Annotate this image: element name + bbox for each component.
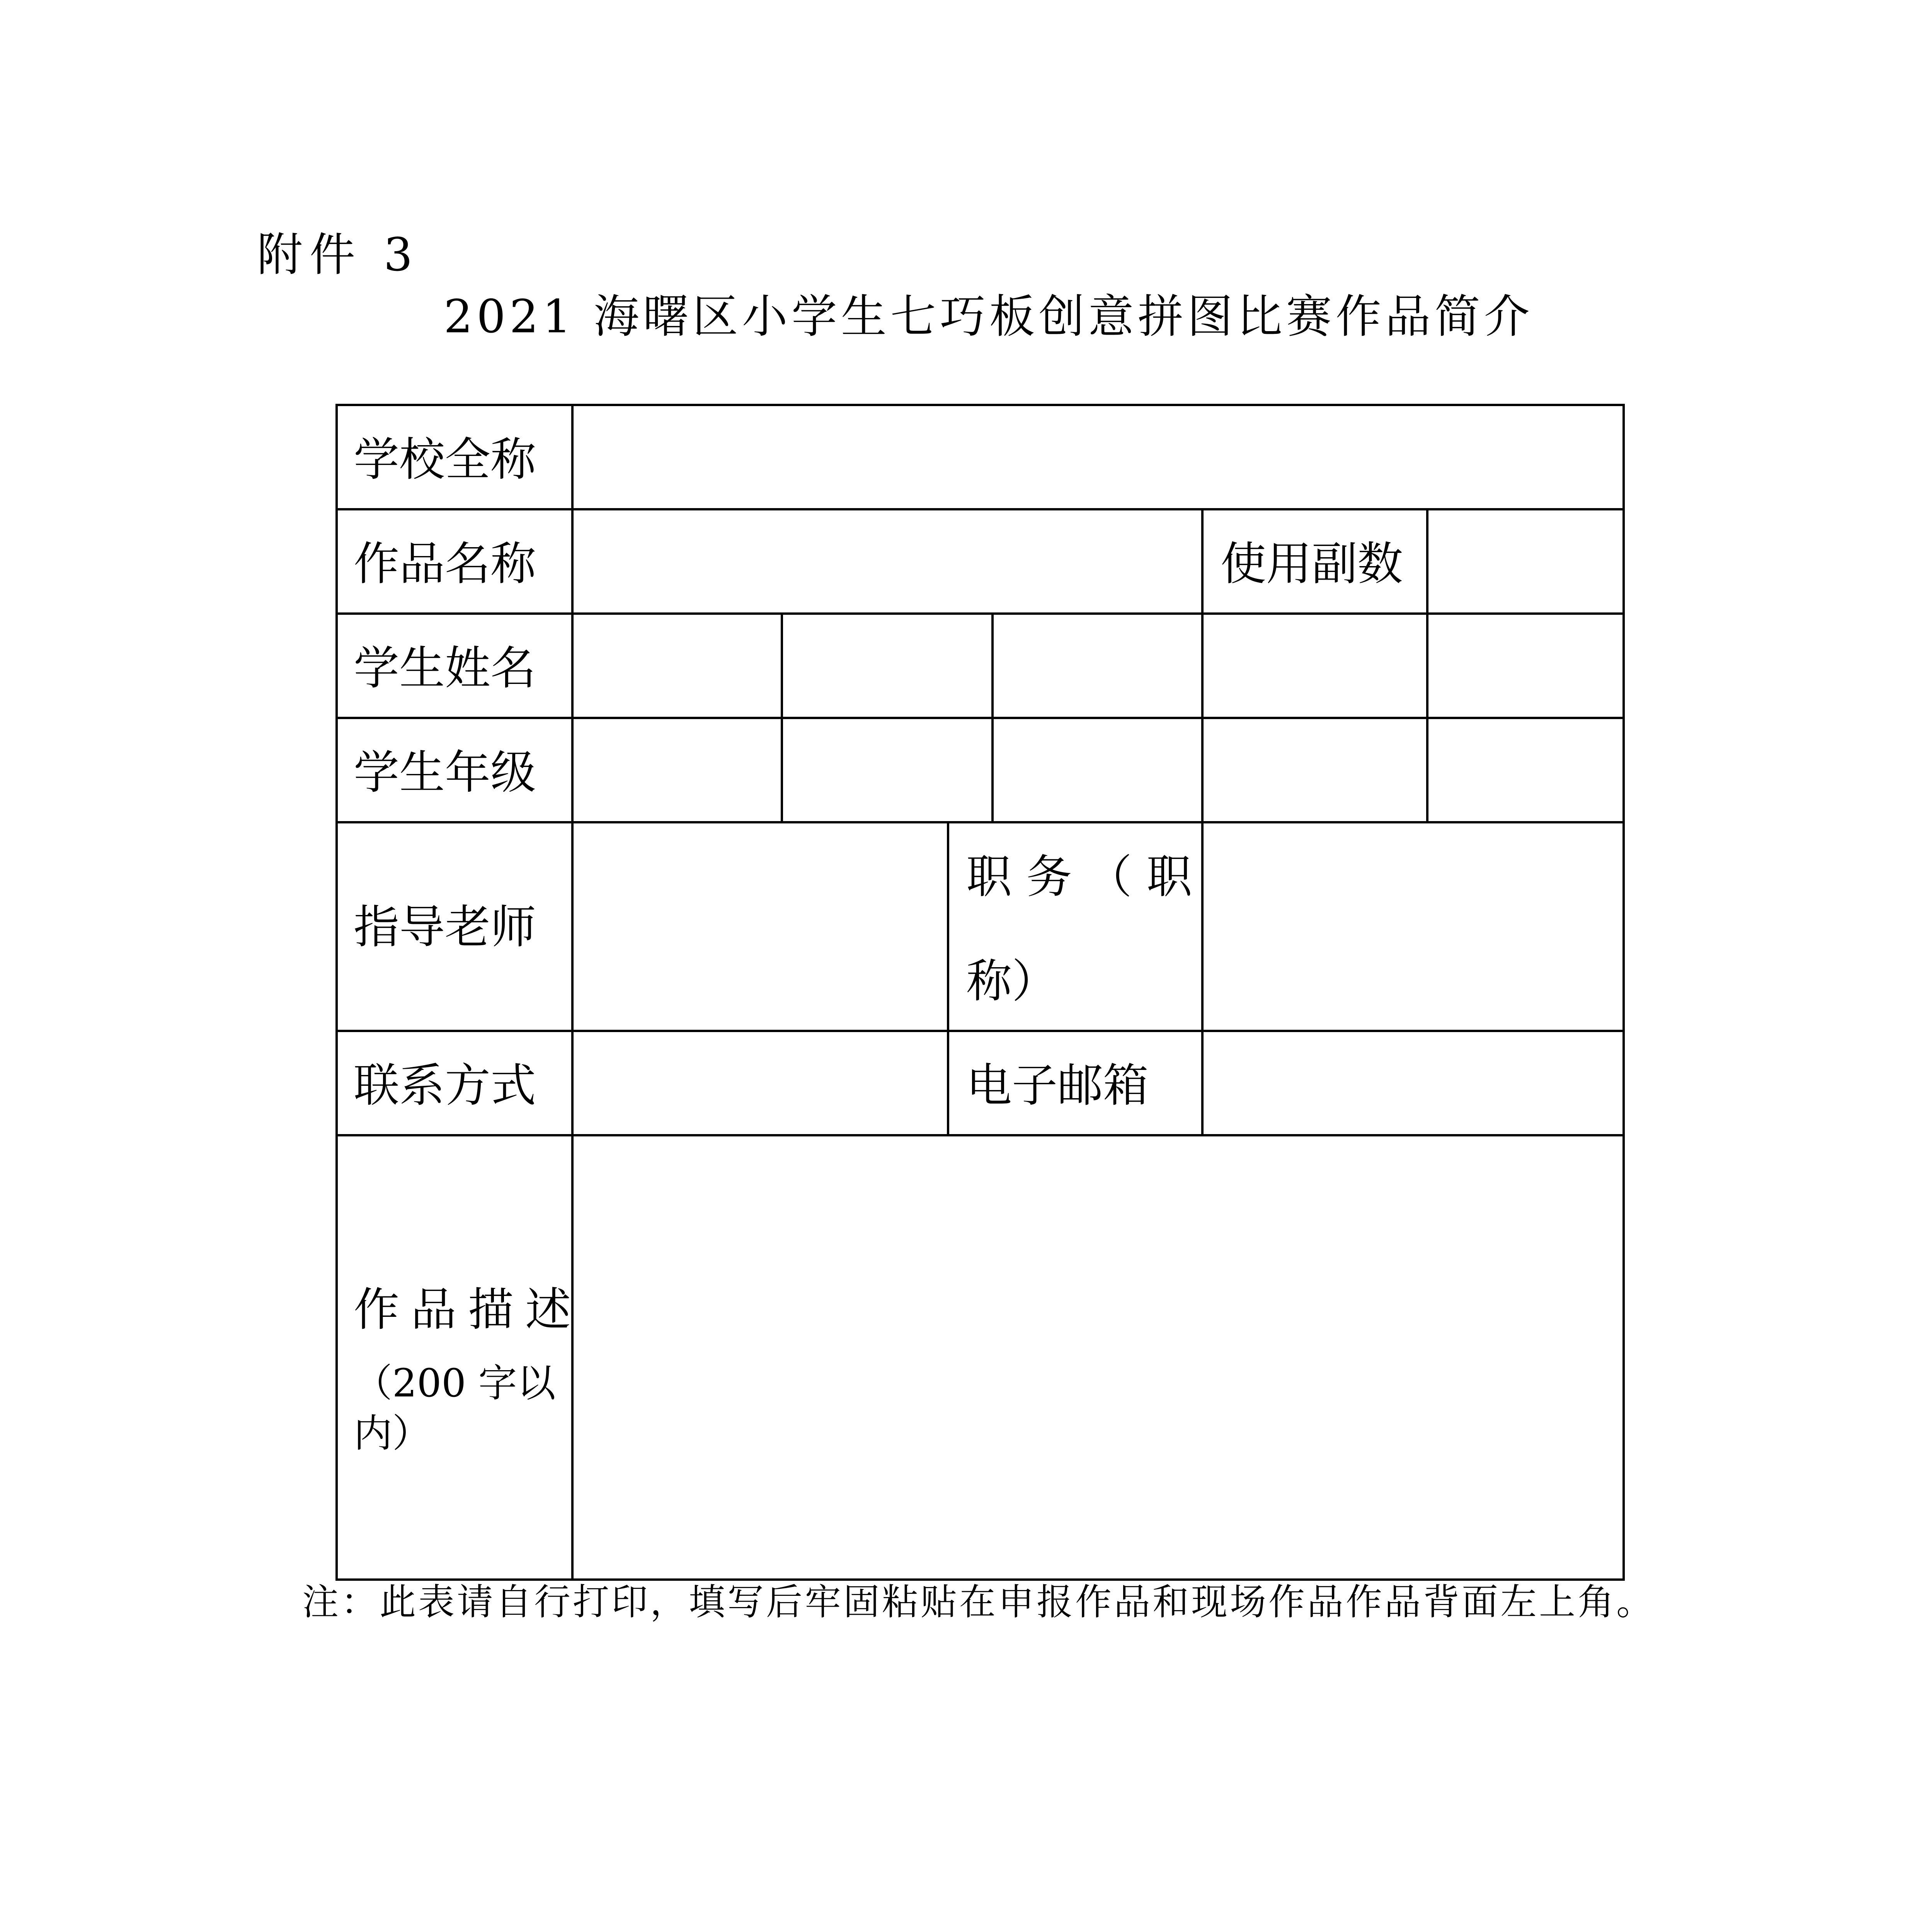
student-grade-field-2[interactable] [785, 721, 989, 819]
table-row-divider [335, 821, 1625, 823]
table-column-divider [1201, 612, 1204, 823]
student-name-field-3[interactable] [996, 617, 1199, 714]
work-name-field[interactable] [576, 513, 1199, 610]
teacher-field[interactable] [576, 826, 945, 1027]
contact-field[interactable] [576, 1034, 945, 1132]
student-name-label: 学生姓名 [354, 641, 536, 695]
student-grade-field-1[interactable] [576, 721, 778, 819]
teacher-label: 指导老师 [354, 900, 536, 954]
table-row-divider [335, 1030, 1625, 1032]
school-name-field[interactable] [576, 408, 1620, 506]
student-name-field-1[interactable] [576, 617, 778, 714]
position-label-line2: 称） [966, 954, 1058, 1008]
document-title: 2021 海曙区小学生七巧板创意拼图比赛作品简介 [444, 290, 1534, 343]
student-grade-field-5[interactable] [1431, 721, 1620, 819]
description-field[interactable] [576, 1139, 1620, 1576]
footnote: 注：此表请自行打印，填写后牢固粘贴在申报作品和现场作品作品背面左上角。 [302, 1581, 1655, 1623]
description-hint-line2: 内） [354, 1411, 431, 1456]
table-column-divider [571, 404, 574, 1581]
table-column-divider [947, 821, 949, 1136]
position-field[interactable] [1206, 826, 1620, 1027]
email-label: 电子邮箱 [966, 1059, 1149, 1112]
table-column-divider [1201, 821, 1204, 1136]
table-column-divider [1426, 508, 1428, 615]
student-grade-field-3[interactable] [996, 721, 1199, 819]
table-border-top [335, 404, 1625, 406]
contact-label: 联系方式 [354, 1059, 536, 1112]
copies-used-field[interactable] [1431, 513, 1620, 610]
table-row-divider [335, 612, 1625, 615]
description-hint-line1: （200 字以 [354, 1361, 556, 1406]
position-label-line1: 职 务 （ 职 [966, 850, 1192, 903]
description-label: 作品描述 [354, 1283, 583, 1336]
table-border-left [335, 404, 338, 1581]
table-border-right [1622, 404, 1625, 1581]
email-field[interactable] [1206, 1034, 1620, 1132]
table-row-divider [335, 717, 1625, 719]
student-name-field-2[interactable] [785, 617, 989, 714]
student-name-field-4[interactable] [1206, 617, 1424, 714]
table-row-divider [335, 508, 1625, 510]
table-column-divider [781, 612, 783, 823]
student-name-field-5[interactable] [1431, 617, 1620, 714]
table-border-bottom [335, 1578, 1625, 1581]
table-row-divider [335, 1134, 1625, 1136]
table-column-divider [1201, 508, 1204, 615]
student-grade-field-4[interactable] [1206, 721, 1424, 819]
table-column-divider [991, 612, 994, 823]
copies-used-label: 使用副数 [1221, 537, 1403, 590]
attachment-label: 附件 3 [257, 228, 420, 281]
school-name-label: 学校全称 [354, 433, 536, 486]
student-grade-label: 学生年级 [354, 746, 536, 799]
table-column-divider [1426, 612, 1428, 823]
work-name-label: 作品名称 [354, 537, 536, 590]
